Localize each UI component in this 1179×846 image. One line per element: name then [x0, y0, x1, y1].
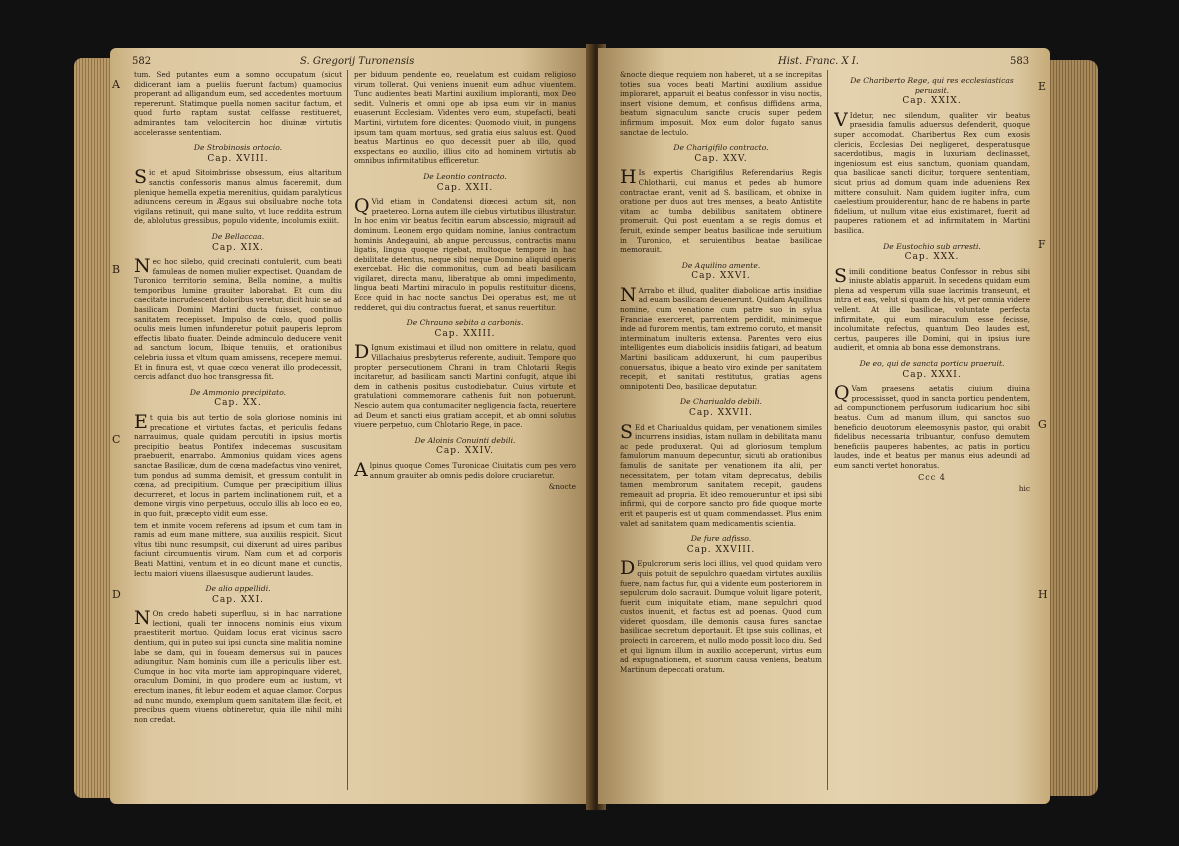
chapter-heading: Cap. XXIX.: [902, 96, 962, 107]
paragraph: [354, 343, 576, 429]
paragraph: [834, 108, 1030, 236]
right-page-column-1: [620, 70, 822, 790]
drop-capital: E: [134, 411, 148, 433]
chapter-heading: Cap. XXVII.: [688, 408, 754, 418]
drop-capital: S: [134, 166, 148, 189]
chapter-rubric: De fure adfisso.: [690, 534, 752, 544]
right-running-title: Hist. Franc. X I.: [778, 56, 859, 67]
paragraph-text: ec hoc silebo, quid crecinati contulerit, cum beati famuleas de nomen mulier expectiset. Quandam de Turonico territorio semina, Bella nomine, a multis temporibus lumine grauiter laborabat. Et cum diu caecitate incrudescent doloribus veretur, dicit huic se ad basilicam Domini Martini ducta fuisset, continuo sanitatem recepisset. Impulso de cœlo, quod pollis oculis meis lumen infunderetur potuit pauperis leprom effectis libato fiuater. Deinde adminculo deducere venit ad sanctum locum, Ibique tenuiis, et orationibus celebria iussa et vltum quam amissens, recepere memui. Et in finura est, vt quae cœco venerat illo prodecessit, cercis adfanct duo hoc transgressa fit.: [134, 257, 342, 382]
paragraph: [354, 458, 576, 481]
chapter-heading: Cap. XXIII.: [434, 328, 496, 339]
chapter-rubric: De Chariualdo debili.: [680, 397, 762, 407]
chapter-rubric: De alio appellidi.: [205, 584, 271, 594]
paragraph: [134, 168, 342, 226]
margin-letter: A: [112, 78, 120, 91]
chapter-heading: Cap. XIX.: [212, 242, 264, 253]
catchword: hic: [1018, 484, 1030, 494]
paragraph: [354, 197, 576, 312]
paragraph: tem et inmite vocem referens ad ipsum et cum tam in ramis ad eum mane mittere, sua auxiliis respicit. Sicut vltus tibi nunc resumpsit, cui dixerunt ad uires paribus faciunt circumuentis virum. Nam cum et ad corporis Beati Mattini, ventum et in eo dicunt mane et cunctis, lectu maiori viuens illaesusque audierunt laudes.: [134, 520, 342, 578]
drop-capital: A: [354, 458, 368, 481]
drop-capital: D: [354, 341, 370, 364]
drop-capital: S: [834, 264, 848, 287]
paragraph: [620, 420, 822, 529]
right-page-column-2: [834, 70, 1030, 790]
margin-letter: F: [1038, 238, 1046, 251]
margin-letter: H: [1038, 588, 1048, 601]
paragraph: [620, 168, 822, 254]
chapter-rubric: De Eustochio sub arresti.: [883, 241, 981, 251]
catchword: &nocte: [548, 482, 576, 492]
drop-capital: S: [620, 420, 634, 443]
left-running-title: S. Gregorij Turonensis: [300, 56, 415, 67]
margin-letter: G: [1038, 418, 1047, 431]
drop-capital: Q: [354, 195, 370, 218]
chapter-heading: Cap. XX.: [214, 398, 262, 409]
chapter-heading: Cap. XXI.: [212, 594, 264, 605]
drop-capital: V: [834, 108, 848, 131]
margin-letter: B: [112, 263, 121, 276]
chapter-rubric: De Aloinis Conuinti debili.: [414, 435, 516, 445]
paragraph-text: Idetur, nec silendum, qualiter vir beatus praesidia famulis aduersus defenderit, quoque super accomodat. Charibertus Rex cum exosis clericis, Ecclesias Dei negligeret, desperatusque sacerdotibus, magis in luxuriam declinasset, ingeniosum est eius sanctum, quoniam quandam, qua basilicae sancti dicitur, torquere sententiam, sicut prius ad domum quam inde adueniens Rex mittere consuluit. Nam quidem iugiter infra, cum caelestium prouiderentur, hanc de re habens in parte fidelium, ut nullum vitae eius existimaret, fuerit ad pauperes rationem et ad infirmitatem in Martini basilica.: [834, 110, 1030, 235]
drop-capital: N: [620, 283, 637, 306]
drop-capital: D: [620, 557, 636, 580]
left-page-column-1: [134, 70, 342, 790]
chapter-heading: Cap. XXVIII.: [686, 544, 756, 555]
paragraph-text: Ignum existimaui et illud non omittere in relatu, quod Villachaius presbyterus referente, audiuit. Tempore quo propter persecutionem Chrani in tram Chlotarii Regis incitaretur, ad basilicam sancti Martini confugit, atque ibi dem in cathenis positus custodiebatur. Cuius virtute et gratulationi commemorare cathenis fuit non potuerunt. Nescio autem qua contumaciter negligencia facta, reuertere ad Deum et sancti eius gratiam accepit, et ab omni solutus viuere perpetuo, cum Chlotario Rege, in pace.: [354, 343, 576, 430]
paragraph-text: On credo habeti superfluu, si in hac narratione lectioni, quali ter innocens nominis eius vixum praestiterit mortuo. Quidam locus erat vicinus sacro dentium, qui in puteo sui ipsi cuncta sine malitia nomine labe se dam, qui in foueam demersus sui in pauces adiungitur. Nam hominis cum ille a periculis liber est. Cumque in hoc vita morte iam appropinquare videret, oraculum Domini, in quo prodere eum ac iustum, vt erectum inanes, fit lebur eodem et aquae clamor. Corpus ad nunc mundo, exemplum quem sanitatem illæ fecit, et precibus quem viuens obtineretur, quia ille nihil mihi non credat.: [134, 609, 342, 724]
paragraph: tum. Sed putantes eum a somno occupatum (sicut didicerant iam a pueliis fuerunt factum) quamocius properant ad alligandum eum, sed accedentes mortuum repererunt. Statimque puella nomen sacitur factum, et quod furto raptam sustat celfasse restitueret, admirantes tam velocitercin hoc diuinæ virtutis accelerasse sententiam.: [134, 70, 342, 137]
chapter-heading: Cap. XXIV.: [436, 446, 494, 457]
chapter-heading: Cap. XXVI.: [691, 271, 751, 282]
paragraph-text: lpinus quoque Comes Turonicae Ciuitatis cum pes vero annum grauiter ab omnis pedis dolore cruciaretur.: [369, 460, 576, 480]
right-page-number: 583: [1010, 56, 1030, 67]
chapter-rubric: De Ammonio precipitato.: [189, 387, 287, 397]
margin-letter: E: [1038, 80, 1047, 93]
chapter-heading: Cap. XXV.: [694, 153, 748, 164]
signature-mark: Ccc 4: [918, 472, 946, 482]
paragraph: [134, 257, 342, 382]
chapter-rubric: De Chariberto Rege, qui res ecclesiasticas peruasit.: [850, 76, 1014, 95]
margin-letter: D: [112, 588, 121, 601]
drop-capital: Q: [834, 382, 850, 405]
chapter-heading: Cap. XXXI.: [902, 369, 962, 380]
chapter-rubric: De Strobinosis ortocio.: [193, 143, 283, 153]
drop-capital: N: [134, 255, 151, 278]
chapter-rubric: De eo, qui de sancta porticu praeruit.: [859, 359, 1005, 369]
column-rule: [827, 70, 828, 790]
paragraph-text: ic et apud Sitoimbrisse obsessum, eius altaritum sanctis confessoris manus almus faceremit, dum plenique hemella expetia merenitius, quidam paralyticus adiuncens cereum in Ægaus sui obsiluabre noche tota vigilans retinuit, qui mane sulto, vt luce reddita estrum de, ablolutus gressibus, populo vidente, incolumis exiiit.: [134, 168, 342, 226]
paragraph-text: Vam praesens aetatis ciuium diuina processisset, quod in sancta porticu pendentem, ad compunctionem perfusorum iudicarium hoc sibi beatus. Cum ad manum illum, qui sanctos suo beneficio deuotorum eleemosynis pastor, qui orabit fidelibus necessaria tribuantur, confuso demutem beneficiis pauperes habentes, ac patis in porticu laudes, inde et beatus per manus eius adeundi ad eum sancti vertet honoratus.: [834, 384, 1030, 470]
left-page-column-2: [354, 70, 576, 790]
paragraph-text: Ed et Chariualdus quidam, per venationem similes incurrens insidias, istam nullam in debilitata manu ac pede produxerat. Qui ad gloriosum templum famulorum manuum depecuntur, sicuti ab orationibus famulis de sanitate per venationem ita alii, per necessitatem, per totam vitam deprecatus, debilis tamen membrorum sanitatem recepit, gaudens remeauit ad propria. Et ideo remoueruntur et ipsi sibi infirmi, qui de corpore sancto pro fide quoque morte erit et pauperis est ut quam commendasset. Plus enim valet ad sanitatem quam medicamentis scientia.: [620, 422, 822, 528]
margin-letter: C: [112, 433, 121, 446]
paragraph-text: t quia bis aut tertio de sola gloriose nominis ini precatione et virtutes factas, et periculis fedans narrauimus, quale quidam percutiti in ipsius mortis precipitio beatus Pontifex indecemas suscusitam praebuerit, enarrabo. Ammonius quidam vices agens sanctae Basilicæ, dum de cœna madefactus vino veniret, tum pondus ad summa demisit, et gressum contulit in cœna, ad precipitium. Cumque per præcipitium illius decurreret, et locus in partem inclinationem ruit, et a demone virgis vino perpetuus, occulo illis ab loco eo eo, in quo fuit, præcepto vidit eum esse.: [134, 413, 342, 518]
paragraph: [834, 384, 1030, 470]
left-page: [110, 48, 592, 804]
chapter-rubric: De Aquilino amente.: [681, 260, 761, 270]
chapter-heading: Cap. XXX.: [904, 252, 960, 263]
paragraph-text: Epulcrorum seris loci illius, vel quod quidam vero quis potuit de sepulchro quaedam virtutes auxiliis fuere, nam factus fur, qui a vidente eum posteriorem in sepulcrum dolo sacrauit. Dumque voluit ligare poterit, fuerit cum iniquitate etiam, mane sepulchri quod custos inuenit, et factus est ad poenas. Quod cum videret quosdam, ille demonis causa fures sanctae basilicae secretum deportauit. Et ipse suis collinas, et proiecti in carcerem, et nullo modo possit loco diu. Sed et qui lignum illum in auxilio acceperunt, virtus eum ad expugnationem, et suorum causa veniens, beatum Martinum depeccati oratum.: [620, 559, 822, 674]
paragraph-text: Vid etiam in Condatensi diœcesi actum sit, non praetereo. Lorna autem ille ciebus virtutibus illustratur. In hoc enim vir beatus fecitin earum abscessio, migrauit ad dominum. Leonem ergo quidam nomine, lanius contractum hominis Andegauini, ab angue percussus, contractis manu ligatis, lingua quoque rigebat, multoque tempore in hac debilitate detentus, neque sibi neque Domino aliquid operis exercebat. Hic die commonitus, cum ad beati basilicam vigilaret, directa manu, liberatque ab omni impedimento, lingua beati Martini miraculo in populis restituitur dicens, Ecce quid in hac nocte sanctus Dei operatus est, me ut redderet, qui diu contractus fuerat, et sanus reuertitur.: [354, 197, 576, 312]
left-page-number: 582: [132, 56, 152, 67]
chapter-rubric: De Bellaccaa.: [211, 231, 265, 241]
chapter-rubric: De Charigifilo contracto.: [673, 143, 769, 153]
paragraph: [834, 264, 1030, 353]
paragraph-text: Is expertis Charigifilus Referendarius Regis Chlotharii, cui manus et pedes ab humore contractae erant, venit ad S. basilicam, et obnixe in oratione per duos aut tres menses, a beato Antistite vitam ac tumba debilibus sanitatem obtinere promeruit. Qui post euentam a se regis domus et feruit, exinde semper beatus basilicae inde seruitium in Turonico, et seruientibus beatae basilicae memorauit.: [620, 168, 822, 255]
paragraph-text: imili conditione beatus Confessor in rebus sibi iniuste ablatis apparuit. In secedens quidam eum plena ad vesperum villa suae lacrimis transeunt, et intra et eas, velut si quam de his, vt per omnia videre vellent. At ille basilicae, voluntate perfecta infirmitate, qui eum miraculum esse fecisse, incolumitate refectus, quantum Deo laudes est, certus, pauperes ille Domini, qui in ipsius iure audierit, et omnia ab bona esse demonstrans.: [834, 266, 1030, 353]
chapter-heading: Cap. XXII.: [436, 182, 494, 193]
paragraph: [620, 559, 822, 674]
right-page-edges: [1048, 60, 1098, 796]
paragraph: [620, 283, 822, 392]
drop-capital: H: [620, 166, 637, 189]
paragraph: [134, 413, 342, 519]
paragraph: &nocte dieque requiem non haberet, ut a se increpitas toties sua voces beati Martini auxilium assidue imploraret, apparuit ei beatus confessor in visu noctis, insert visione demum, et confisus diffidens arma, beatum signaculum sancte crucis super pedem infirmum imposuit. Mox eum dolor fugato sanus sanctae de lectulo.: [620, 70, 822, 137]
drop-capital: N: [134, 607, 151, 630]
chapter-heading: Cap. XVIII.: [207, 153, 269, 164]
chapter-rubric: De Chrauno sebito a carbonis.: [406, 318, 524, 328]
paragraph: per biduum pendente eo, reuelatum est cuidam religioso virum tollerat. Qui veniens inuenit eum adhuc viuentem. Tunc audientes beati Martini auxilium imploranti, mox Deo sedit. Vulneris et omni ope ab ipsa eum vir in manus euaserunt Ecclesiam. Videntes vero eum, stupefacti, beati Martini, virtutem fore dicentes: Quomodo viuit, in pungens ipsum tam quam mortuus, sed gratia eius saluus est. Quod beatus Martinus eo quo decessit puer ab illo, quod exspectans eo auxilio, illius cito ad hominem virtutis ab omnibus infirmitatibus efficeretur.: [354, 70, 576, 166]
paragraph-text: Arrabo et illud, qualiter diabolicae artis insidiae ad euam basilicam deuenerunt. Quidam Aquilinus nomine, cum venatione cum patre suo in sylua Franciae exerceret, parrentem perdidit, minimeque inde ad furorem mentis, tam extremo coruto, et mansit interminatum inulteris extensa. Parentes vero eius intelligentes eum diabolicis insidiis fatigari, ad beatum Martini basilicam adduxerunt, hi cum pauperibus conuersatus, ibique a beato viro exinde per sanitatem recepit, et sanitati restitutus, gratias agens omnipotenti Deo, basilicae deputatur.: [620, 285, 822, 391]
left-page-edges: [74, 58, 112, 798]
chapter-rubric: De Leontio contracto.: [423, 171, 507, 181]
paragraph: [134, 609, 342, 724]
right-page: [598, 48, 1050, 804]
column-rule: [347, 70, 348, 790]
